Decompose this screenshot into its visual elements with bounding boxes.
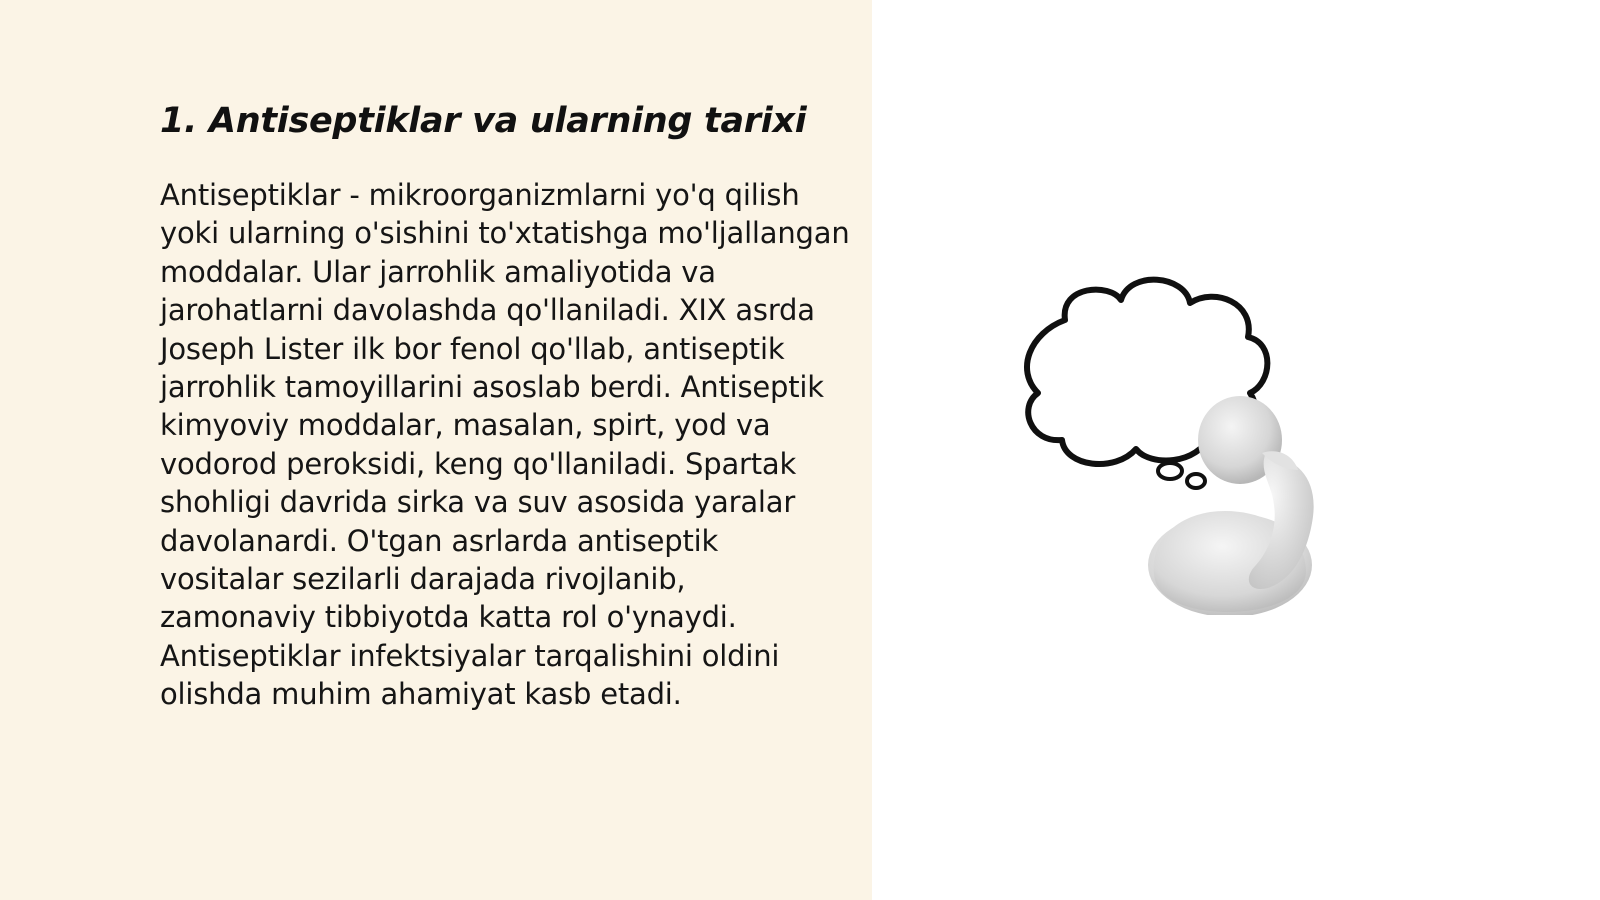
slide-content (160, 100, 850, 714)
thinking-person-icon (1020, 275, 1350, 615)
slide-body-text: Antiseptiklar - mikroorganizmlarni yo'q qilish yoki ularning o'sishini to'xtatishga mo'ljallangan moddalar. Ular jarrohlik amaliyotida va jarohatlarni davolashda qo'llaniladi. XIX asrda Joseph Lister ilk bor fenol qo'llab, antiseptik jarrohlik tamoyillarini asoslab berdi. Antiseptik kimyoviy moddalar, masalan, spirt, yod va vodorod peroksidi, keng qo'llaniladi. Spartak shohligi davrida sirka va suv asosida yaralar davolanardi. O'tgan asrlarda antiseptik vositalar sezilarli darajada rivojlanib, zamonaviy tibbiyotda katta rol o'ynaydi. Antiseptiklar infektsiyalar tarqalishini oldini olishda muhim ahamiyat kasb etadi. (160, 178, 850, 712)
slide-title: 1. Antiseptiklar va ularning tarixi (160, 101, 807, 141)
